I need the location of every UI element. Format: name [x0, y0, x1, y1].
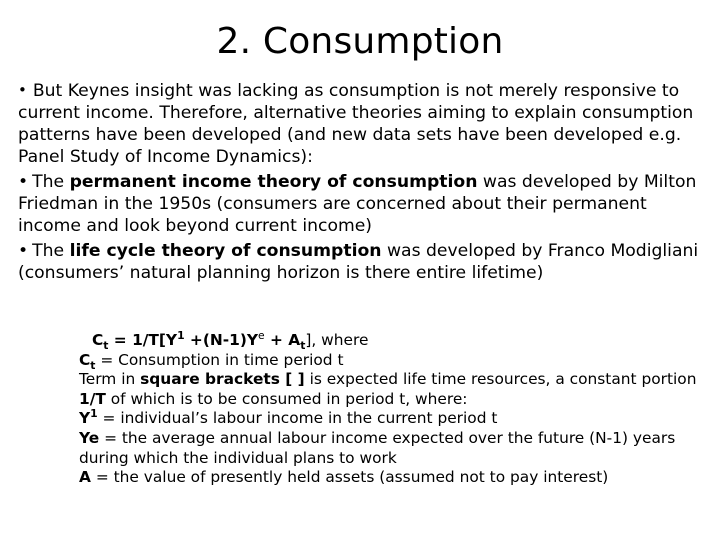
bullet-permanent-pre: The [32, 172, 70, 192]
def-term-pre: Term in [79, 370, 141, 389]
bullet-keynes-text: But Keynes insight was lacking as consumption is not merely responsive to current income. Therefore, alternative theories aiming to explain consumption patterns have been developed (and new data sets have been developed e.g. Panel Study of Income Dynamics): [18, 81, 694, 167]
bullet-keynes [18, 80, 708, 168]
def-ct-var: C [79, 350, 91, 369]
formula-mid: +(N-1)Y [184, 331, 259, 349]
def-term-bold: square brackets [ ] [140, 370, 305, 389]
def-a-text: = the value of presently held assets (assumed not to pay interest) [90, 468, 609, 487]
definition-ct [79, 351, 709, 371]
formula-ye-sup: e [258, 328, 265, 342]
formula-y1-sup: 1 [177, 328, 185, 342]
slide-title: 2. Consumption [216, 21, 504, 62]
def-y1-sup: 1 [90, 407, 98, 421]
bullet-life-cycle-pre: The [32, 241, 70, 261]
def-y1-var: Y [79, 409, 91, 428]
slide-body [18, 80, 708, 287]
def-a-var: A [79, 468, 91, 487]
bullet-permanent-post: was developed by Milton Friedman in the 1950s (consumers are concerned about their permanent income and look beyond current income) [18, 172, 697, 236]
def-y1-text: = individual’s labour income in the current period t [97, 409, 498, 428]
formula-eq: = 1/T[Y [108, 331, 178, 349]
formula-a-sub: t [300, 339, 306, 353]
definition-term [79, 370, 709, 409]
formula-plus-a: + A [264, 331, 301, 349]
def-ct-text: = Consumption in time period t [95, 350, 344, 369]
def-ye-var: Ye [79, 428, 100, 447]
definition-a [79, 468, 709, 488]
formula-where: , where [311, 331, 369, 349]
formula-close: ] [305, 331, 312, 349]
def-term-bold2: 1/T [79, 389, 106, 408]
bullet-marker: • [18, 172, 29, 192]
consumption-formula [79, 328, 709, 353]
bullet-life-cycle [18, 240, 708, 284]
bullet-permanent-income [18, 171, 708, 237]
bullet-marker: • [18, 241, 29, 261]
formula-c: C [92, 331, 104, 349]
definition-y1 [79, 409, 709, 429]
bullet-permanent-bold: permanent income theory of consumption [69, 172, 478, 192]
def-ct-sub: t [90, 358, 96, 372]
def-term-post2: of which is to be consumed in period t, where: [105, 389, 468, 408]
formula-block [79, 328, 709, 488]
bullet-life-cycle-bold: life cycle theory of consumption [69, 241, 382, 261]
bullet-life-cycle-post: was developed by Franco Modigliani (consumers’ natural planning horizon is there entire lifetime) [18, 241, 699, 283]
bullet-marker: • [18, 81, 27, 99]
formula-c-sub: t [103, 339, 109, 353]
def-term-post: is expected life time resources, a constant portion [304, 370, 697, 389]
def-ye-text: = the average annual labour income expected over the future (N-1) years during which the individual plans to work [79, 428, 676, 467]
definition-ye [79, 429, 709, 468]
